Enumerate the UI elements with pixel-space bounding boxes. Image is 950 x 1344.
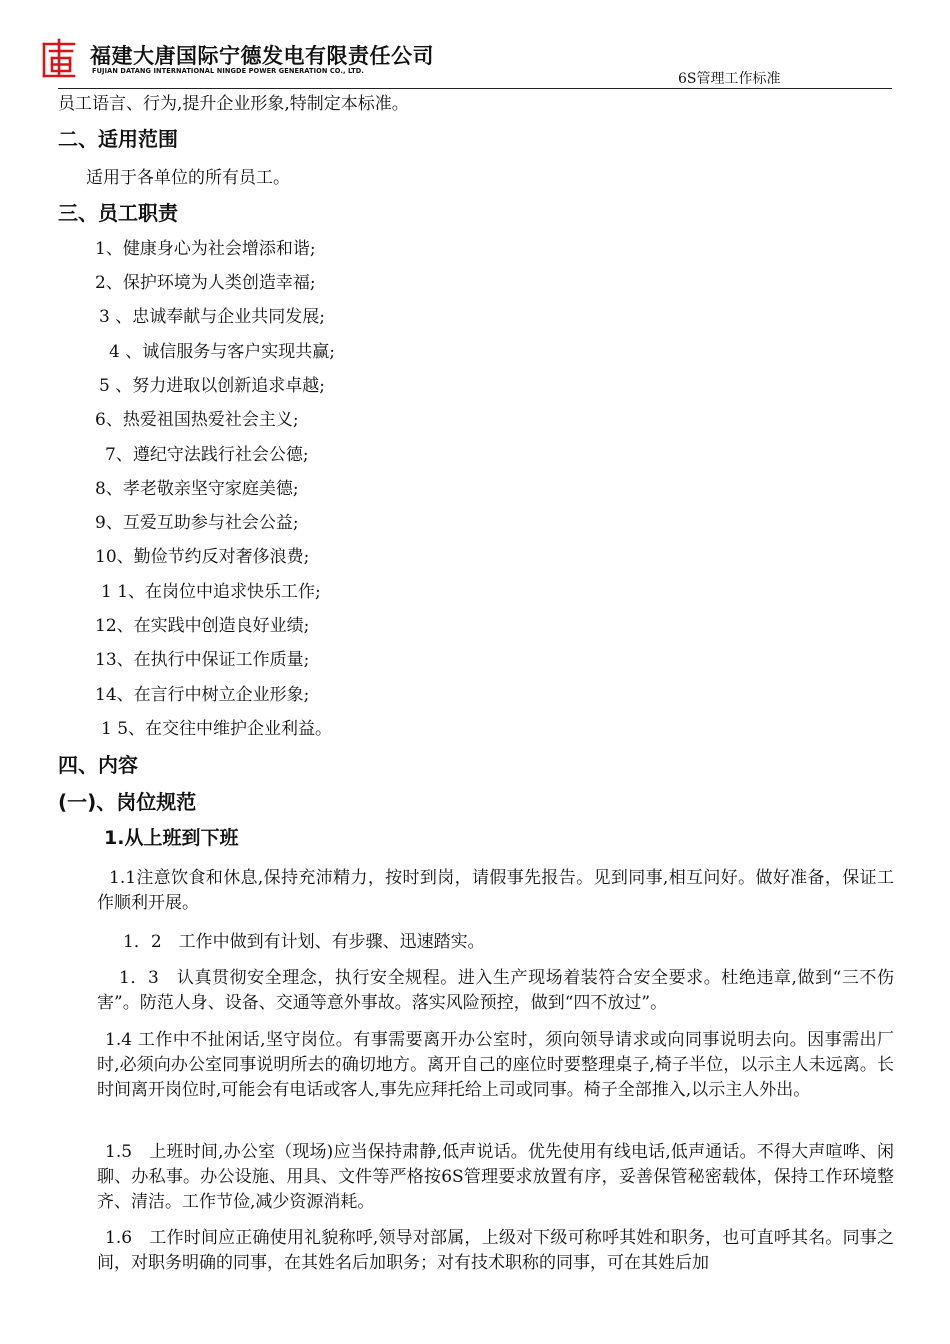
page-header [0, 0, 950, 92]
duty-item: 6、热爱祖国热爱社会主义; [95, 410, 299, 430]
duty-item: 10、勤俭节约反对奢侈浪费; [95, 547, 310, 567]
duty-item: 1、健康身心为社会增添和谐; [95, 239, 316, 259]
duty-item: 8、孝老敬亲坚守家庭美德; [95, 479, 299, 499]
duty-item: 7、遵纪守法践行社会公德; [105, 445, 309, 465]
section-heading-content: 四、内容 [58, 753, 138, 777]
header-divider [58, 88, 892, 89]
duty-item: 2、保护环境为人类创造幸福; [95, 273, 316, 293]
paragraph-1-1: 1.1注意饮食和休息,保持充沛精力，按时到岗，请假事先报告。见到同事,相互问好。做好准备，保证工作顺利开展。 [97, 868, 894, 913]
company-name-cn: 福建大唐国际宁德发电有限责任公司 [90, 44, 434, 68]
scope-text: 适用于各单位的所有员工。 [86, 168, 290, 188]
intro-tail-text: 员工语言、行为,提升企业形象,特制定本标准。 [58, 94, 409, 114]
duty-item: 14、在言行中树立企业形象; [95, 685, 310, 705]
paragraph-1-5: 1.5 上班时间,办公室（现场)应当保持肃静,低声说话。优先使用有线电话,低声通话。不得大声喧哗、闲聊、办私事。办公设施、用具、文件等严格按6S管理要求放置有序，妥善保管秘密载体，保持工作环境整齐、清洁。工作节俭,减少资源消耗。 [97, 1142, 894, 1212]
section-heading-scope: 二、适用范围 [58, 127, 178, 151]
duty-item: 13、在执行中保证工作质量; [95, 650, 310, 670]
paragraph-1-4: 1.4 工作中不扯闲话,坚守岗位。有事需要离开办公室时，须向领导请求或向同事说明去向。因事需出厂时,必须向办公室同事说明所去的确切地方。离开自己的座位时要整理桌子,椅子半位，以示主人未远离。长时间离开岗位时,可能会有电话或客人,事先应拜托给上司或同事。椅子全部推入,以示主人外出。 [97, 1030, 894, 1100]
datang-logo-icon [40, 38, 78, 78]
duty-item: 5 、努力进取以创新追求卓越; [99, 376, 325, 396]
subsection-heading-post-norms: (一)、岗位规范 [58, 790, 197, 814]
duty-item: 12、在实践中创造良好业绩; [95, 616, 310, 636]
document-title: 6S管理工作标准 [678, 71, 781, 87]
company-name-en: FUJIAN DATANG INTERNATIONAL NINGDE POWER GENERATION CO., LTD. [92, 67, 364, 75]
duty-item: 9、互爱互助参与社会公益; [95, 513, 299, 533]
subsubsection-heading-workday: 1.从上班到下班 [104, 827, 239, 849]
paragraph-1-2: 1．2 工作中做到有计划、有步骤、迅速踏实。 [123, 932, 485, 952]
section-heading-duties: 三、员工职责 [58, 201, 178, 225]
paragraph-1-3: 1．3 认真贯彻安全理念，执行安全规程。进入生产现场着装符合安全要求。杜绝违章,做到“三不伤害”。防范人身、设备、交通等意外事故。落实风险预控，做到“四不放过”。 [97, 968, 894, 1013]
duty-item: 4 、诚信服务与客户实现共赢; [109, 342, 335, 362]
paragraph-1-6: 1.6 工作时间应正确使用礼貌称呼,领导对部属，上级对下级可称呼其姓和职务，也可直呼其名。同事之间，对职务明确的同事，在其姓名后加职务；对有技术职称的同事，可在其姓后加 [97, 1228, 894, 1273]
duty-item: 1 1、在岗位中追求快乐工作; [101, 582, 321, 602]
duty-item: 3 、忠诚奉献与企业共同发展; [99, 307, 325, 327]
duty-item: 1 5、在交往中维护企业利益。 [101, 719, 333, 739]
